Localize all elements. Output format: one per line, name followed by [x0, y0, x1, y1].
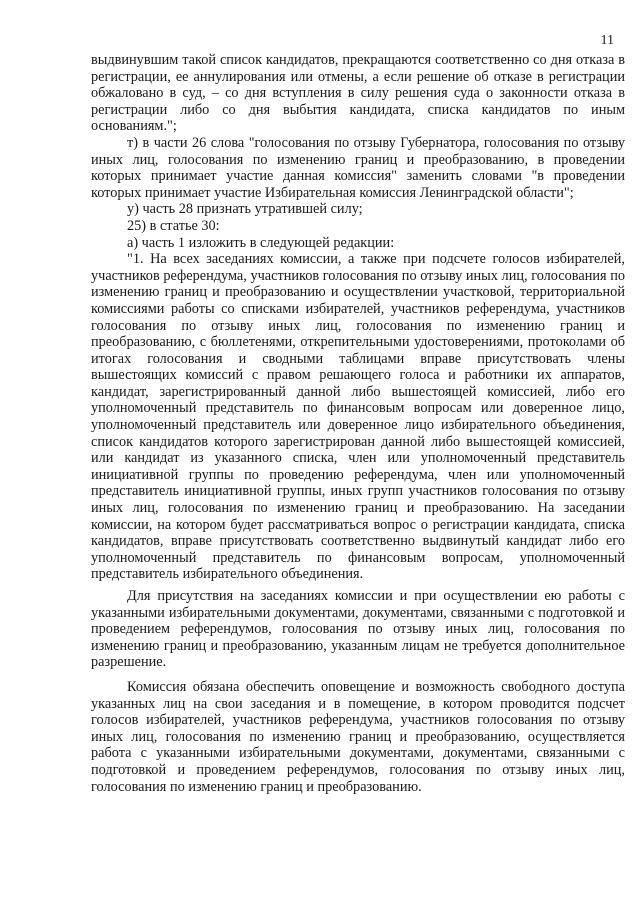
page-number: 11 [600, 33, 614, 48]
paragraph-item-t: т) в части 26 слова "голосования по отзыву Губернатора, голосования по отзыву иных лиц, голосования по изменению границ и преобразованию, в проведении которых принимает участие данная комиссия" заменить словами "в проведении которых принимает участие Избирательная комиссия Ленинградской области"; [91, 134, 625, 201]
paragraph-presence: Для присутствия на заседаниях комиссии и при осуществлении ею работы с указанными избирательными документами, документами, связанными с подготовкой и проведением референдумов, голосования по отзыву иных лиц, голосования по изменению границ и преобразованию, указанным лицам не требуется дополнительное разрешение. [91, 588, 625, 671]
paragraph-obligation: Комиссия обязана обеспечить оповещение и возможность свободного доступа указанных лиц на свои заседания и в помещение, в котором проводится подсчет голосов избирателей, участников референдума, участников голосования по отзыву иных лиц, голосования по изменению границ и преобразованию, осуществляется работа с указанными избирательными документами, документами, связанными с подготовкой и проведением референдумов, голосования по отзыву иных лиц, голосования по изменению границ и преобразованию. [91, 678, 625, 795]
paragraph-item-a: а) часть 1 изложить в следующей редакции: [127, 234, 395, 251]
paragraph-article-30: 25) в статье 30: [127, 217, 220, 234]
paragraph-item-u: у) часть 28 признать утратившей силу; [127, 201, 363, 218]
paragraph-continuation: выдвинувшим такой список кандидатов, прекращаются соответственно со дня отказа в регистрации, ее аннулирования или отмены, а если решение об отказе в регистрации обжаловано в суд, – со дня вступления в силу решения суда о законности отказа в регистрации либо со дня выбытия кандидата, списка кандидатов по иным основаниям."; [91, 52, 625, 135]
document-body [91, 52, 625, 795]
paragraph-part-1: "1. На всех заседаниях комиссии, а также при подсчете голосов избирателей, участников референдума, участников голосования по отзыву иных лиц, голосования по изменению границ и преобразованию и осуществлении участковой, территориальной комиссиями работы со списками избирателей, участников референдума, участников голосования по отзыву иных лиц, голосования по изменению границ и преобразованию, с бюллетенями, открепительными удостоверениями, протоколами об итогах голосования и сводными таблицами вправе присутствовать члены вышестоящих комиссий с правом решающего голоса и работники их аппаратов, кандидат, зарегистрированный данной либо вышестоящей комиссией, либо его уполномоченный представитель по финансовым вопросам или доверенное лицо, уполномоченный представитель или доверенное лицо избирательного объединения, список кандидатов которого зарегистрирован данной либо вышестоящей комиссией, или кандидат из указанного списка, член или уполномоченный представитель инициативной группы по проведению референдума, член или уполномоченный представитель инициативной группы, иных групп участников голосования по отзыву иных лиц, голосования по изменению границ и преобразованию. На заседании комиссии, на котором будет рассматриваться вопрос о регистрации кандидата, списка кандидатов, вправе присутствовать соответственно выдвинутый кандидат либо его уполномоченный представитель по финансовым вопросам, уполномоченный представитель избирательного объединения. [91, 251, 625, 583]
